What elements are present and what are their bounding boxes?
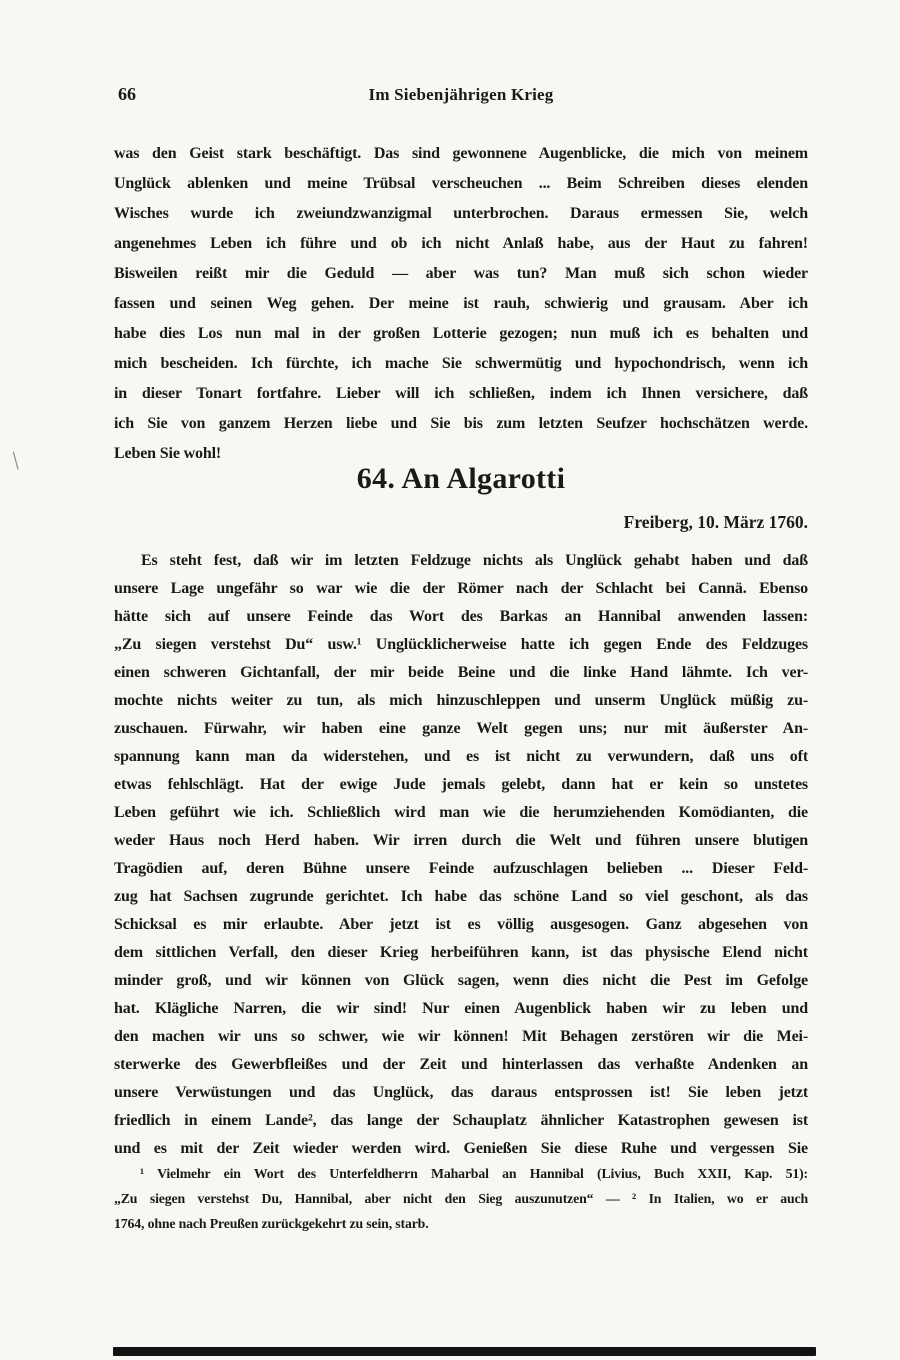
text-line: unsere Lage ungefähr so war wie die der Römer nach der Schlacht bei Cannä. Ebenso <box>114 580 808 597</box>
text-line: ich Sie von ganzem Herzen liebe und Sie bis zum letzten Seufzer hochschätzen werde. <box>114 415 808 432</box>
text-line: fassen und seinen Weg gehen. Der meine ist rauh, schwierig und grausam. Aber ich <box>114 295 808 312</box>
text-line: zuschauen. Fürwahr, wir haben eine ganze Welt gegen uns; nur mit äußerster An- <box>114 720 808 737</box>
text-line: den machen wir uns so schwer, wie wir können! Mit Behagen zerstören wir die Mei- <box>114 1028 808 1045</box>
text-line: was den Geist stark beschäftigt. Das sind gewonnene Augenblicke, die mich von meinem <box>114 145 808 162</box>
text-line: habe dies Los nun mal in der großen Lotterie gezogen; nun muß ich es behalten und <box>114 325 808 342</box>
running-header: Im Siebenjährigen Krieg <box>368 85 554 104</box>
text-line: sterwerke des Gewerbfleißes und der Zeit und hinterlassen das verhaßte Andenken an <box>114 1056 808 1073</box>
text-line: minder groß, und wir können von Glück sagen, wenn dies nicht die Pest im Gefolge <box>114 972 808 989</box>
text-line: friedlich in einem Lande², das lange der Schauplatz ähnlicher Katastrophen gewesen ist <box>114 1112 808 1129</box>
text-line: mich bescheiden. Ich fürchte, ich mache Sie schwermütig und hypochondrisch, wenn ich <box>114 355 808 372</box>
margin-pen-mark: \ <box>11 445 21 476</box>
text-line: unsere Verwüstungen und das Unglück, das daraus entsprossen ist! Sie leben jetzt <box>114 1084 808 1101</box>
letter-dateline: Freiberg, 10. März 1760. <box>623 512 808 532</box>
letter-63-body <box>114 139 808 469</box>
text-line: Tragödien auf, deren Bühne unsere Feinde aufzuschlagen belieben ... Dieser Feld- <box>114 860 808 877</box>
text-line: Unglück ablenken und meine Trübsal verscheuchen ... Beim Schreiben dieses elenden <box>114 175 808 192</box>
text-line: dem sittlichen Verfall, den dieser Krieg herbeiführen kann, ist das physische Elend nicht <box>114 944 808 961</box>
text-line: und es mit der Zeit wieder werden wird. Genießen Sie diese Ruhe und vergessen Sie <box>114 1140 808 1157</box>
text-line: Bisweilen reißt mir die Geduld — aber was tun? Man muß sich schon wieder <box>114 265 808 282</box>
text-line: „Zu siegen verstehst Du“ usw.¹ Unglücklicherweise hatte ich gegen Ende des Feldzuges <box>114 636 808 653</box>
text-line: hätte sich auf unsere Feinde das Wort des Barkas an Hannibal anwenden lassen: <box>114 608 808 625</box>
text-line: in dieser Tonart fortfahre. Lieber will ich schließen, indem ich Ihnen versichere, daß <box>114 385 808 402</box>
text-line: zug hat Sachsen zugrunde gerichtet. Ich habe das schöne Land so viel geschont, als das <box>114 888 808 905</box>
text-line: weder Haus noch Herd haben. Wir irren durch die Welt und führen unsere blutigen <box>114 832 808 849</box>
text-line: mochte nichts weiter zu tun, als mich hinzuschleppen und unserm Unglück müßig zu- <box>114 692 808 709</box>
text-line: ¹ Vielmehr ein Wort des Unterfeldherrn Maharbal an Hannibal (Livius, Buch XXII, Kap. 51): <box>140 1166 808 1181</box>
text-line: „Zu siegen verstehst Du, Hannibal, aber nicht den Sieg auszunutzen“ — ² In Italien, wo er auch <box>114 1191 808 1206</box>
text-line: angenehmes Leben ich führe und ob ich nicht Anlaß habe, aus der Haut zu fahren! <box>114 235 808 252</box>
text-line: Wisches wurde ich zweiundzwanzigmal unterbrochen. Daraus ermessen Sie, welch <box>114 205 808 222</box>
text-line: 1764, ohne nach Preußen zurückgekehrt zu sein, starb. <box>114 1216 429 1231</box>
page-bottom-scan-mark <box>113 1347 816 1356</box>
text-line: Schicksal es mir erlaubte. Aber jetzt ist es völlig ausgesogen. Ganz abgesehen von <box>114 916 808 933</box>
letter-heading: 64. An Algarotti <box>356 462 566 495</box>
footnotes <box>114 1161 808 1236</box>
text-line: einen schweren Gichtanfall, der mir beide Beine und die linke Hand lähmte. Ich ver- <box>114 664 808 681</box>
text-line: hat. Klägliche Narren, die wir sind! Nur einen Augenblick haben wir zu leben und <box>114 1000 808 1017</box>
page-number: 66 <box>118 84 136 104</box>
text-line: Es steht fest, daß wir im letzten Feldzuge nichts als Unglück gehabt haben und daß <box>141 552 808 569</box>
letter-64-body <box>114 547 808 1163</box>
text-line: spannung kann man da widerstehen, und es ist nicht zu verwundern, daß uns oft <box>114 748 808 765</box>
text-line: Leben geführt wie ich. Schließlich wird man wie die herumziehenden Komödianten, die <box>114 804 808 821</box>
text-line: etwas fehlschlägt. Hat der ewige Jude jemals gelebt, dann hat er kein so unstetes <box>114 776 808 793</box>
text-line: Leben Sie wohl! <box>114 445 222 462</box>
